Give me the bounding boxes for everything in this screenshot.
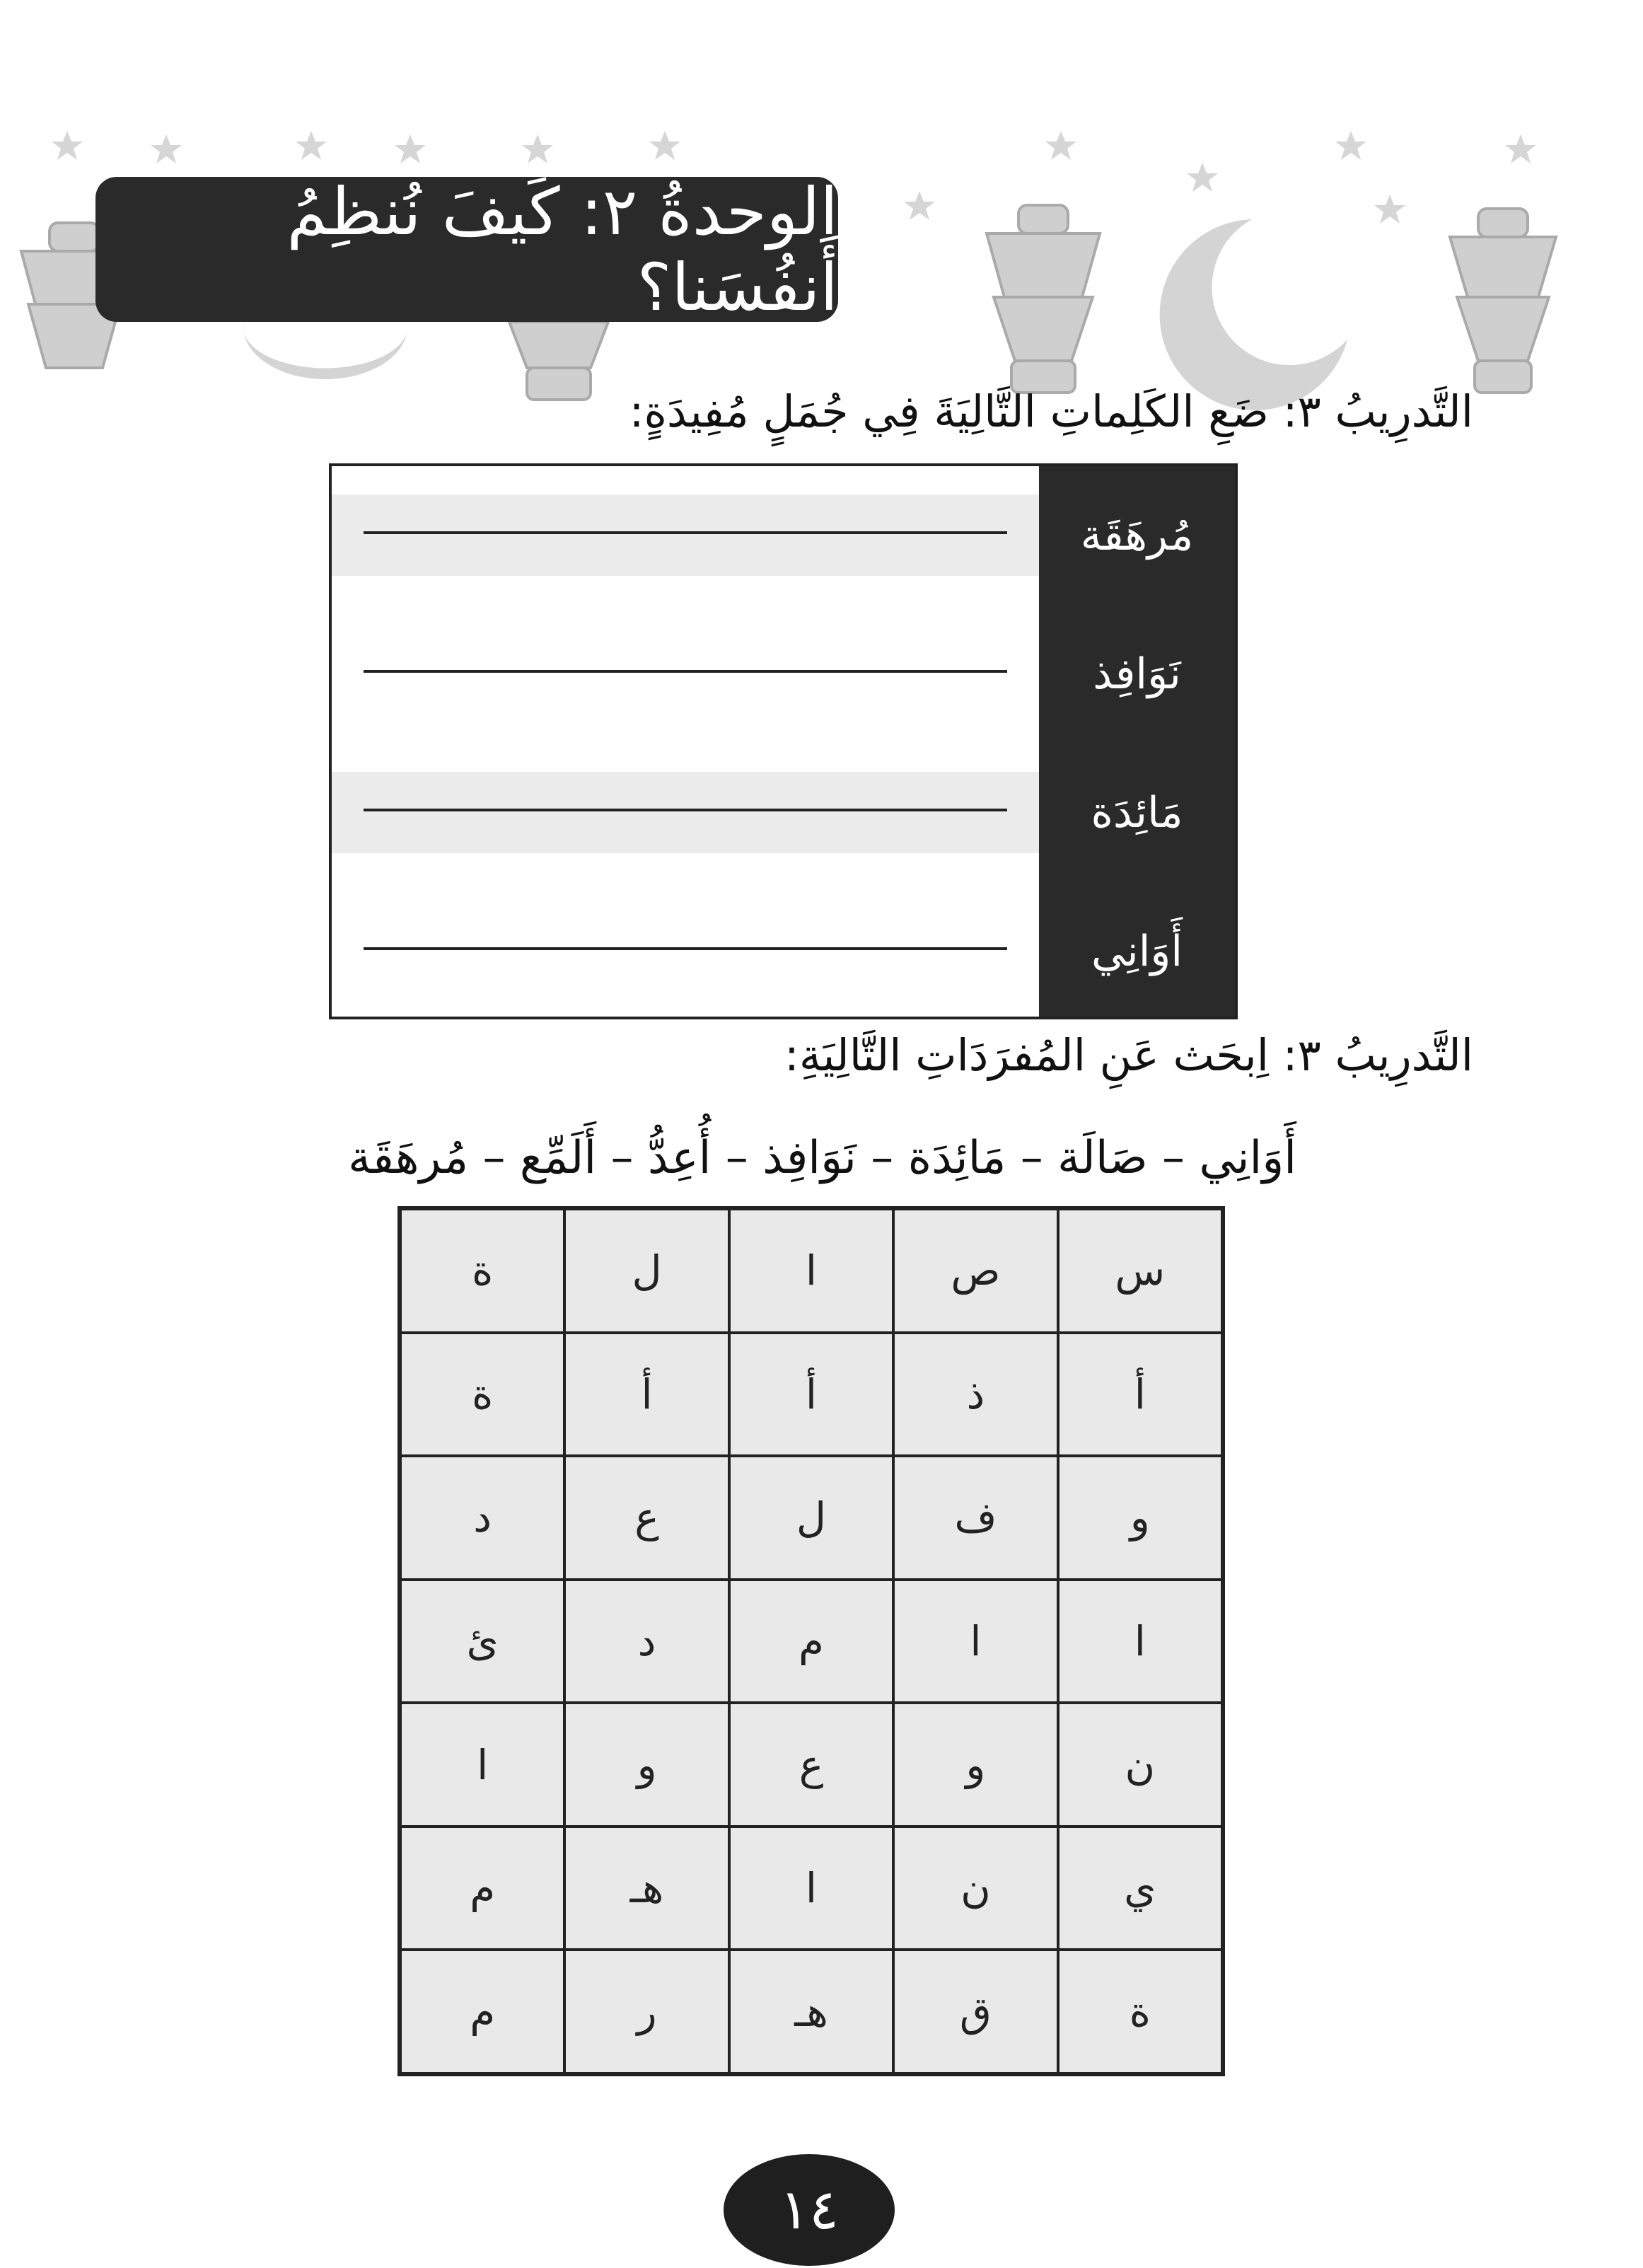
star-icon — [1374, 195, 1405, 224]
grid-cell[interactable]: ا — [1058, 1580, 1222, 1703]
grid-cell[interactable]: ا — [729, 1209, 893, 1333]
star-icon — [904, 191, 935, 220]
grid-cell[interactable]: ن — [1058, 1703, 1222, 1827]
grid-cell[interactable]: و — [893, 1703, 1057, 1827]
grid-cell[interactable]: م — [400, 1827, 564, 1950]
sentence-table — [329, 463, 1238, 1019]
grid-cell[interactable]: ل — [729, 1456, 893, 1580]
crescent-moon-icon — [1160, 219, 1347, 410]
crescent-moon-icon — [243, 322, 407, 379]
sentence-line[interactable] — [332, 466, 1039, 605]
grid-cell[interactable]: ق — [893, 1950, 1057, 2073]
grid-cell[interactable]: ا — [400, 1703, 564, 1827]
grid-cell[interactable]: ة — [1058, 1950, 1222, 2073]
word-label: نَوَافِذ — [1093, 649, 1181, 699]
star-icon — [1335, 131, 1366, 160]
grid-cell[interactable]: أ — [564, 1333, 728, 1457]
page-number: ١٤ — [724, 2154, 895, 2266]
lantern-icon — [509, 322, 608, 400]
exercise-heading: التَّدرِيبُ ٣: ضَعِ الكَلِماتِ التَّالِيَةَ فِي جُمَلٍ مُفِيدَةٍ: — [629, 386, 1473, 437]
lantern-icon — [1450, 209, 1556, 393]
grid-cell[interactable]: ئ — [400, 1580, 564, 1703]
grid-cell[interactable]: م — [729, 1580, 893, 1703]
grid-cell[interactable]: هـ — [564, 1827, 728, 1950]
grid-cell[interactable]: و — [564, 1703, 728, 1827]
grid-cell[interactable]: ذ — [893, 1333, 1057, 1457]
star-icon — [52, 131, 83, 160]
grid-cell[interactable]: ل — [564, 1209, 728, 1333]
grid-cell[interactable]: ر — [564, 1950, 728, 2073]
grid-cell[interactable]: ا — [893, 1580, 1057, 1703]
sentence-line[interactable] — [332, 605, 1039, 744]
exercise-heading: التَّدرِيبُ ٣: اِبحَث عَنِ المُفرَدَاتِ التَّالِيَةِ: — [784, 1029, 1473, 1081]
grid-cell[interactable]: ة — [400, 1333, 564, 1457]
vocabulary-list: أَوَانِي – صَالَة – مَائِدَة – نَوَافِذ – أُعِدُّ – أَلَمِّع – مُرهَقَة — [348, 1132, 1296, 1184]
grid-cell[interactable]: ا — [729, 1827, 893, 1950]
grid-cell[interactable]: ص — [893, 1209, 1057, 1333]
star-icon — [296, 131, 327, 160]
star-icon — [522, 134, 553, 163]
unit-title: الوحدةُ ٢: كَيفَ نُنظِمُ أَنفُسَنا؟ — [95, 177, 838, 322]
lantern-icon — [987, 205, 1100, 393]
star-icon — [1045, 131, 1076, 160]
grid-cell[interactable]: ي — [1058, 1827, 1222, 1950]
word-label: مَائِدَة — [1091, 788, 1183, 838]
grid-cell[interactable]: أ — [729, 1333, 893, 1457]
sentence-line[interactable] — [332, 744, 1039, 882]
grid-cell[interactable]: هـ — [729, 1950, 893, 2073]
sentence-lines-column — [332, 466, 1039, 1017]
grid-cell[interactable]: ن — [893, 1827, 1057, 1950]
star-icon — [1505, 134, 1536, 163]
grid-cell[interactable]: ع — [564, 1456, 728, 1580]
grid-cell[interactable]: د — [564, 1580, 728, 1703]
star-icon — [1187, 163, 1218, 192]
grid-cell[interactable]: ف — [893, 1456, 1057, 1580]
star-icon — [395, 134, 426, 163]
sentence-line[interactable] — [332, 882, 1039, 1021]
star-icon — [649, 131, 680, 160]
grid-cell[interactable]: و — [1058, 1456, 1222, 1580]
grid-cell[interactable]: د — [400, 1456, 564, 1580]
word-search-grid — [397, 1206, 1225, 2076]
grid-cell[interactable]: م — [400, 1950, 564, 2073]
word-label: أَوَانِي — [1091, 927, 1183, 976]
words-column — [1039, 466, 1235, 1017]
word-label: مُرهَقَة — [1080, 511, 1194, 560]
grid-cell[interactable]: ع — [729, 1703, 893, 1827]
grid-cell[interactable]: ة — [400, 1209, 564, 1333]
grid-cell[interactable]: أ — [1058, 1333, 1222, 1457]
grid-cell[interactable]: س — [1058, 1209, 1222, 1333]
star-icon — [151, 134, 182, 163]
